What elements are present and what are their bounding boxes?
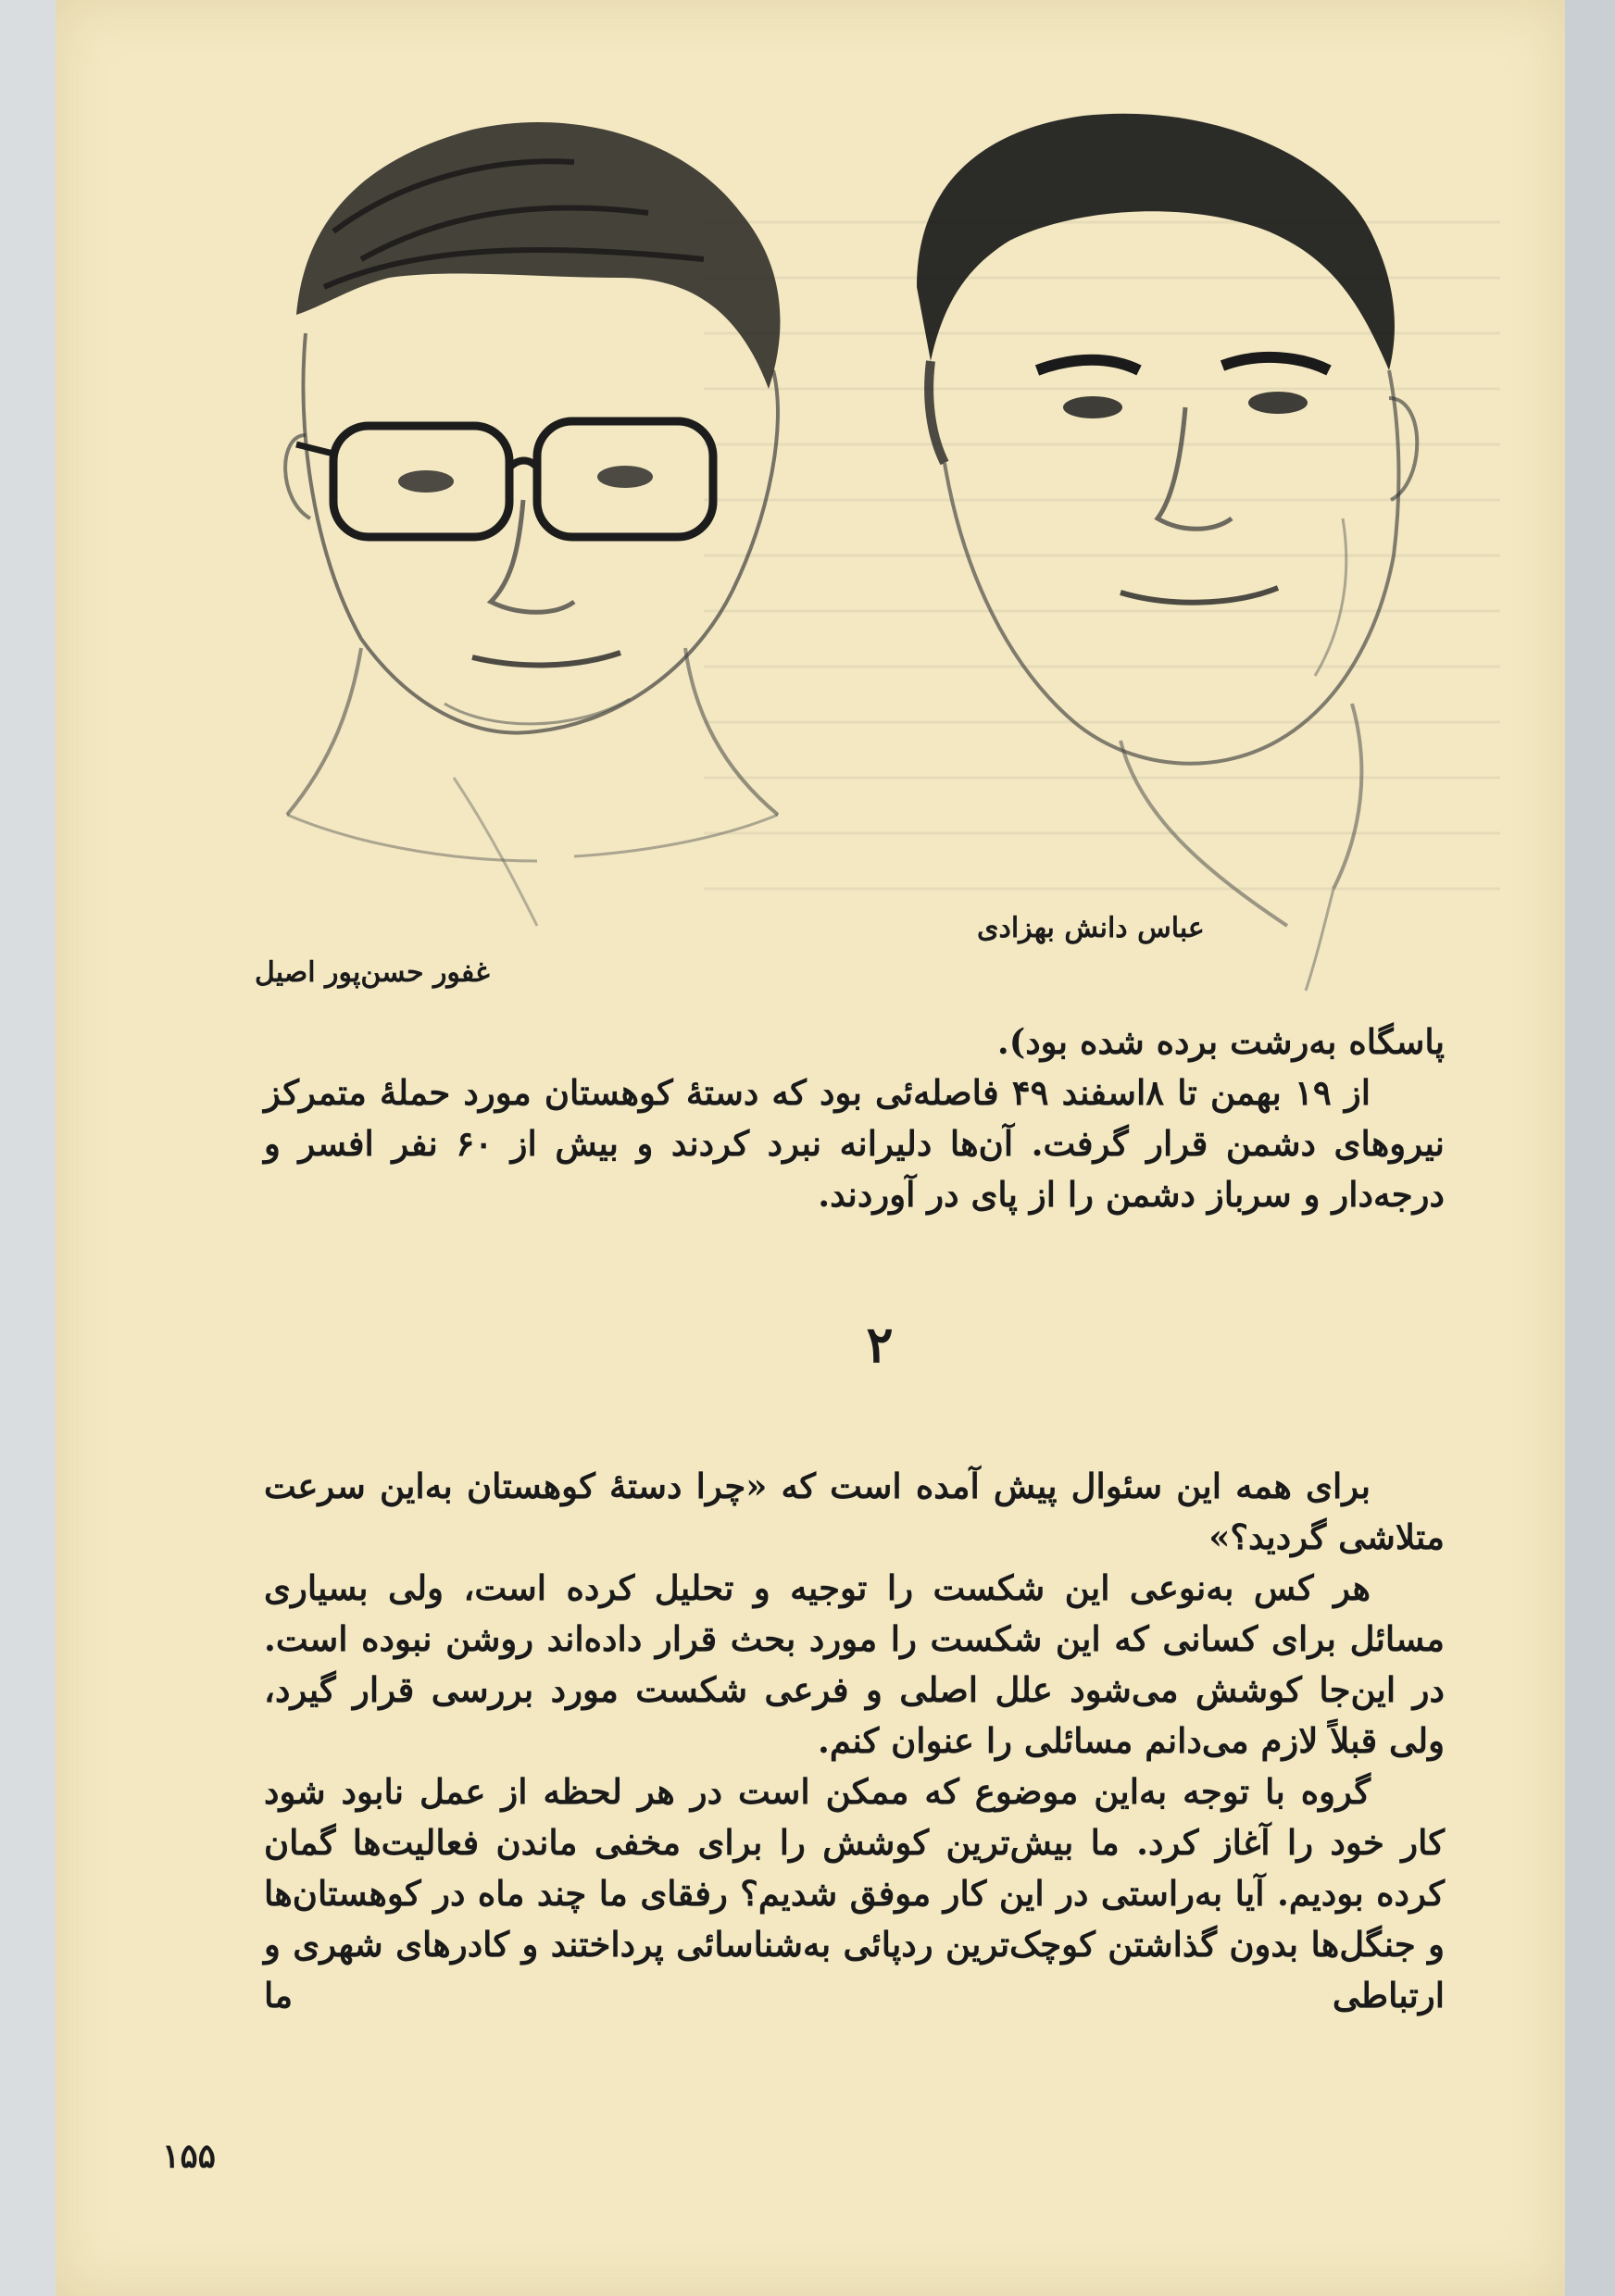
portrait-right [917, 114, 1417, 991]
paragraph: برای همه این سئوال پیش آمده است که «چرا دستهٔ کوهستان به‌این سرعت متلاشی گردید؟» [264, 1466, 1445, 1557]
paragraph: پاسگاه به‌رشت برده شده بود). [996, 1021, 1445, 1062]
portrait-caption-left: غفور حسن‌پور اصیل [255, 956, 490, 989]
text-block-top [264, 1017, 1445, 1220]
paragraph: هر کس به‌نوعی این شکست را توجیه و تحلیل کرده است، ولی بسیاری مسائل برای کسانی که این شکست را مورد بحث قرار داده‌اند روشن نبوده است. در این‌جا کوشش می‌شود علل اصلی و فرعی شکست مورد بررسی قرار گیرد، ولی قبلاً لازم می‌دانم مسائلی را عنوان کنم. [264, 1567, 1445, 1761]
paragraph: از ۱۹ بهمن تا ۸اسفند ۴۹ فاصله‌ئی بود که دستهٔ کوهستان مورد حملهٔ متمرکز نیروهای دشمن قرار گرفت. آن‌ها دلیرانه نبرد کردند و بیش از ۶۰ نفر افسر و درجه‌دار و سرباز دشمن را از پای در آوردند. [264, 1072, 1445, 1215]
scan-background-edge [1565, 0, 1615, 2296]
paragraph: گروه با توجه به‌این موضوع که ممکن است در هر لحظه از عمل نابود شود کار خود را آغاز کرد. ما بیش‌ترین کوشش را برای مخفی ماندن فعالیت‌ها گمان کرده بودیم. آیا به‌راستی در این کار موفق شدیم؟ رفقای ما چند ماه در کوهستان‌ها و جنگل‌ها بدون گذاشتن کوچک‌ترین ردپائی به‌شناسائی پرداختند و کادرهای شهری و ارتباطی ما [264, 1771, 1445, 2015]
section-number: ۲ [866, 1315, 894, 1374]
portrait-left [285, 122, 780, 926]
page-number: ۱۵۵ [162, 2137, 217, 2176]
book-page [56, 0, 1565, 2296]
text-block-bottom [264, 1461, 1445, 2021]
portrait-sketches [56, 0, 1565, 1018]
portrait-caption-right: عباس دانش بهزادی [977, 912, 1205, 944]
